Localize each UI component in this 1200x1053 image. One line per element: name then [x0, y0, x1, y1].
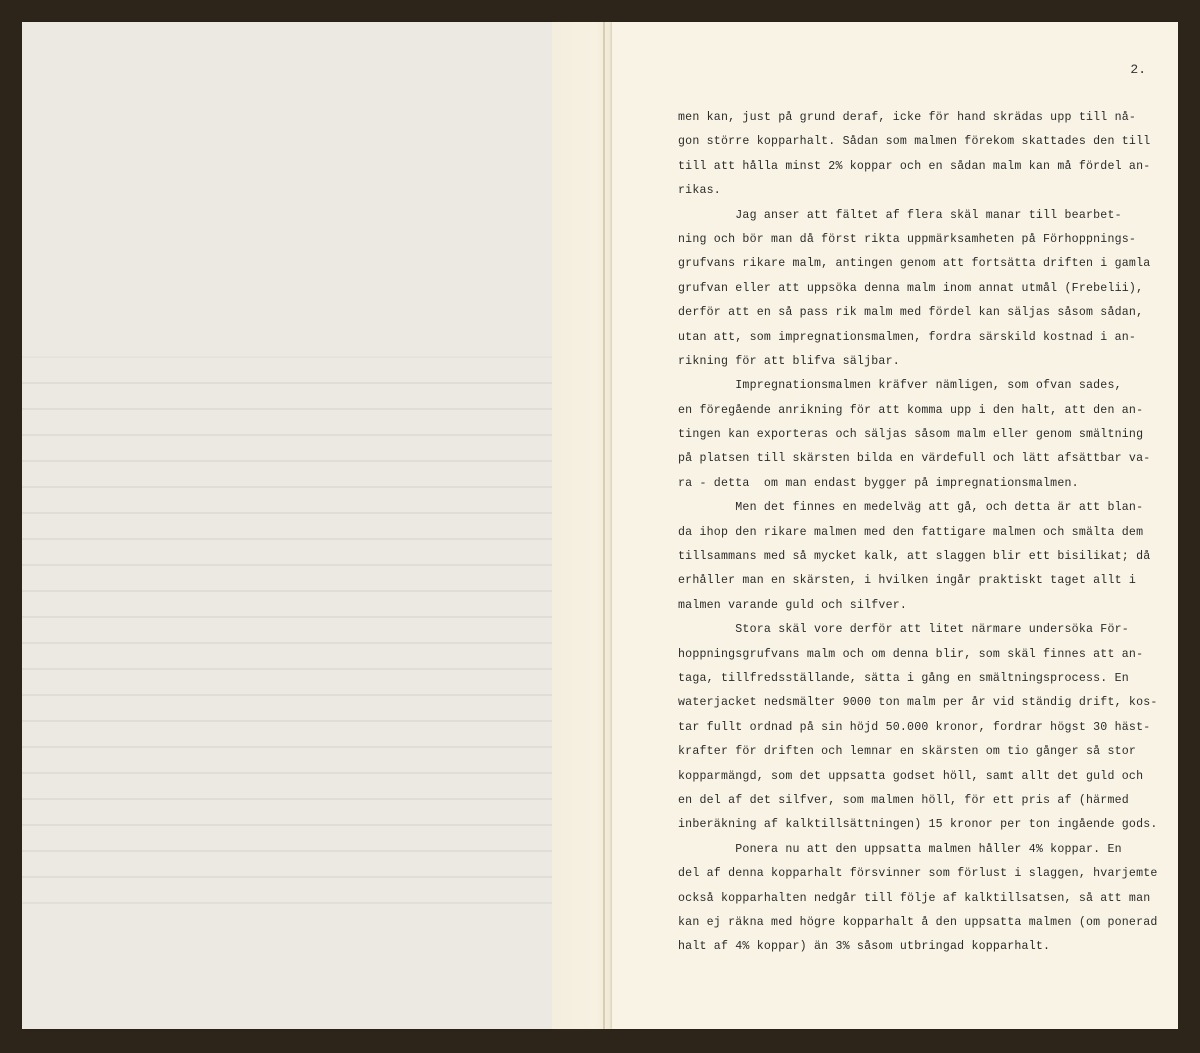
- text-line: kopparmängd, som det uppsatta godset höll, samt allt det guld och: [678, 769, 1144, 783]
- page-number: 2.: [1130, 62, 1146, 77]
- text-line: hoppningsgrufvans malm och om denna blir, som skäl finnes att an-: [678, 647, 1144, 661]
- text-line: på platsen till skärsten bilda en värdefull och lätt afsättbar va-: [678, 452, 1151, 466]
- fold-line: [603, 22, 605, 1029]
- text-line: gon större kopparhalt. Sådan som malmen förekom skattades den till: [678, 135, 1151, 149]
- text-line: utan att, som impregnationsmalmen, fordra särskild kostnad i an-: [678, 330, 1137, 344]
- text-line: också kopparhalten nedgår till följe af kalktillsatsen, så att man: [678, 891, 1151, 905]
- text-line: ra - detta om man endast bygger på impregnationsmalmen.: [678, 476, 1079, 490]
- text-line: malmen varande guld och silfver.: [678, 598, 908, 612]
- text-line: inberäkning af kalktillsättningen) 15 kronor per ton ingående gods.: [678, 818, 1158, 832]
- bleed-through-shadow: [22, 22, 552, 1029]
- text-line: Men det finnes en medelväg att gå, och detta är att blan-: [678, 501, 1144, 515]
- text-line: kan ej räkna med högre kopparhalt å den uppsatta malmen (om ponerad: [678, 915, 1158, 929]
- text-line: grufvans rikare malm, antingen genom att fortsätta driften i gamla: [678, 257, 1151, 271]
- text-line: halt af 4% koppar) än 3% såsom utbringad kopparhalt.: [678, 940, 1051, 954]
- text-line: till att hålla minst 2% koppar och en sådan malm kan må fördel an-: [678, 159, 1151, 173]
- text-line: tar fullt ordnad på sin höjd 50.000 kronor, fordrar högst 30 häst-: [678, 720, 1151, 734]
- text-line: Ponera nu att den uppsatta malmen håller 4% koppar. En: [678, 842, 1122, 856]
- text-line: ning och bör man då först rikta uppmärksamheten på Förhoppnings-: [678, 232, 1137, 246]
- text-line: Jag anser att fältet af flera skäl manar till bearbet-: [678, 208, 1122, 222]
- text-line: tillsammans med så mycket kalk, att slaggen blir ett bisilikat; då: [678, 550, 1151, 564]
- left-page-blank: [22, 22, 552, 1029]
- text-line: Impregnationsmalmen kräfver nämligen, som ofvan sades,: [678, 379, 1122, 393]
- text-line: taga, tillfredsställande, sätta i gång en smältningsprocess. En: [678, 671, 1129, 685]
- right-page: [612, 22, 1178, 1029]
- text-line: waterjacket nedsmälter 9000 ton malm per år vid ständig drift, kos-: [678, 696, 1158, 710]
- text-line: krafter för driften och lemnar en skärsten om tio gånger så stor: [678, 745, 1137, 759]
- typewritten-body: [678, 106, 1158, 960]
- text-line: rikas.: [678, 184, 721, 198]
- text-line: derför att en så pass rik malm med fördel kan säljas såsom sådan,: [678, 306, 1144, 320]
- text-line: men kan, just på grund deraf, icke för hand skrädas upp till nå-: [678, 111, 1137, 124]
- text-line: del af denna kopparhalt försvinner som förlust i slaggen, hvarjemte: [678, 867, 1158, 881]
- text-line: grufvan eller att uppsöka denna malm inom annat utmål (Frebelii),: [678, 281, 1144, 295]
- text-line: erhåller man en skärsten, i hvilken ingår praktiskt taget allt i: [678, 574, 1137, 588]
- text-line: da ihop den rikare malmen med den fattigare malmen och smälta dem: [678, 525, 1144, 539]
- text-line: rikning för att blifva säljbar.: [678, 354, 900, 368]
- text-line: Stora skäl vore derför att litet närmare undersöka För-: [678, 623, 1129, 637]
- text-line: en föregående anrikning för att komma upp i den halt, att den an-: [678, 403, 1144, 417]
- text-line: en del af det silfver, som malmen höll, för ett pris af (härmed: [678, 793, 1129, 807]
- text-line: tingen kan exporteras och säljas såsom malm eller genom smältning: [678, 428, 1144, 442]
